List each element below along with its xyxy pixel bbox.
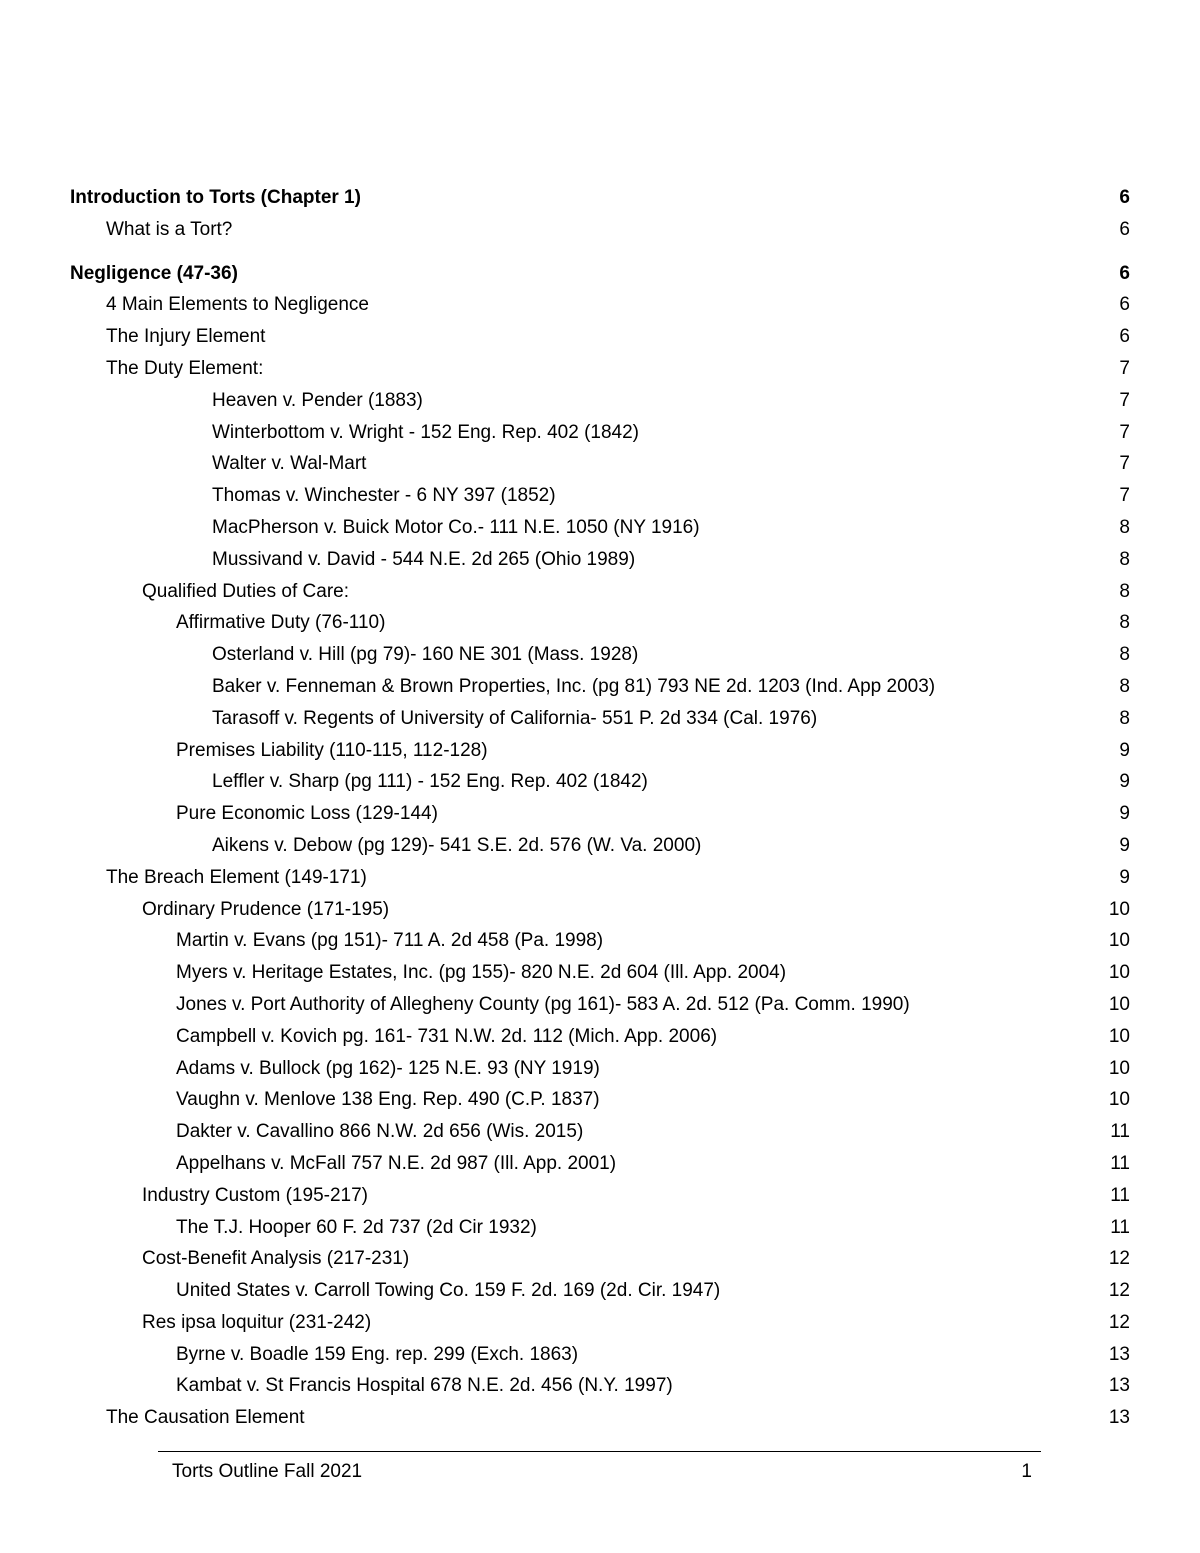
toc-entry[interactable] [70,703,1130,735]
footer-title: Torts Outline Fall 2021 [172,1461,363,1482]
toc-entry-title: The Breach Element (149-171) [106,866,367,888]
toc-entry-page: 13 [1108,1407,1130,1429]
toc-entry[interactable] [70,1243,1130,1275]
toc-entry-page: 10 [1108,1025,1130,1047]
toc-entry-title: Byrne v. Boadle 159 Eng. rep. 299 (Exch. 1863) [176,1343,579,1365]
toc-entry-page: 12 [1108,1311,1130,1333]
toc-entry[interactable] [70,214,1130,246]
footer-divider [158,1451,1041,1452]
toc-entry[interactable] [70,735,1130,767]
toc-entry-title: Cost-Benefit Analysis (217-231) [142,1248,410,1270]
toc-entry-page: 7 [1119,389,1130,411]
toc-entry[interactable] [70,1084,1130,1116]
toc-entry[interactable] [70,1370,1130,1402]
toc-entry-page: 8 [1119,707,1130,729]
toc-entry[interactable] [70,989,1130,1021]
toc-entry[interactable] [70,1180,1130,1212]
toc-entry-title: Osterland v. Hill (pg 79)- 160 NE 301 (Mass. 1928) [212,644,639,666]
toc-entry-title: Kambat v. St Francis Hospital 678 N.E. 2d. 456 (N.Y. 1997) [176,1375,673,1397]
toc-entry-title: Campbell v. Kovich pg. 161- 731 N.W. 2d. 112 (Mich. App. 2006) [176,1025,718,1047]
toc-entry-title: Heaven v. Pender (1883) [212,389,423,411]
toc-entry[interactable] [70,417,1130,449]
toc-entry-title: Adams v. Bullock (pg 162)- 125 N.E. 93 (NY 1919) [176,1057,600,1079]
toc-entry[interactable] [70,385,1130,417]
toc-entry[interactable] [70,321,1130,353]
toc-entry-page: 13 [1108,1375,1130,1397]
table-of-contents [70,182,1130,1434]
toc-entry-title: Affirmative Duty (76-110) [176,612,386,634]
toc-entry-page: 10 [1108,898,1130,920]
toc-entry-title: Aikens v. Debow (pg 129)- 541 S.E. 2d. 576 (W. Va. 2000) [212,834,702,856]
toc-entry[interactable] [70,1021,1130,1053]
footer-page-number: 1 [1021,1461,1032,1482]
toc-entry[interactable] [70,1148,1130,1180]
toc-entry[interactable] [70,894,1130,926]
toc-entry-page: 8 [1119,580,1130,602]
toc-entry-page: 10 [1108,1089,1130,1111]
toc-entry-title: Walter v. Wal-Mart [212,453,367,475]
toc-entry[interactable] [70,1212,1130,1244]
toc-entry[interactable] [70,607,1130,639]
toc-entry-page: 6 [1119,187,1130,208]
toc-entry-title: Vaughn v. Menlove 138 Eng. Rep. 490 (C.P. 1837) [176,1089,600,1111]
toc-entry-title: The Injury Element [106,326,266,348]
toc-entry-title: Dakter v. Cavallino 866 N.W. 2d 656 (Wis. 2015) [176,1121,584,1143]
toc-entry-title: Winterbottom v. Wright - 152 Eng. Rep. 402 (1842) [212,421,639,443]
toc-entry-title: Baker v. Fenneman & Brown Properties, Inc. (pg 81) 793 NE 2d. 1203 (Ind. App 2003) [212,675,936,697]
toc-entry[interactable] [70,1275,1130,1307]
toc-entry-title: Introduction to Torts (Chapter 1) [70,187,361,208]
toc-entry-title: 4 Main Elements to Negligence [106,294,369,316]
toc-entry-title: Pure Economic Loss (129-144) [176,803,438,825]
toc-entry-title: MacPherson v. Buick Motor Co.- 111 N.E. 1050 (NY 1916) [212,516,700,538]
toc-entry-title: Martin v. Evans (pg 151)- 711 A. 2d 458 (Pa. 1998) [176,930,604,952]
toc-entry-page: 8 [1119,675,1130,697]
toc-entry-title: Myers v. Heritage Estates, Inc. (pg 155)- 820 N.E. 2d 604 (Ill. App. 2004) [176,962,787,984]
toc-entry[interactable] [70,480,1130,512]
toc-entry-page: 11 [1110,1184,1130,1206]
toc-entry[interactable] [70,182,1130,214]
toc-entry[interactable] [70,957,1130,989]
toc-entry-page: 6 [1119,326,1130,348]
toc-entry-page: 7 [1119,357,1130,379]
toc-entry[interactable] [70,671,1130,703]
toc-entry-page: 11 [1110,1152,1130,1174]
toc-entry-page: 6 [1119,294,1130,316]
toc-entry[interactable] [70,1307,1130,1339]
toc-entry-page: 10 [1108,993,1130,1015]
toc-entry-page: 9 [1119,866,1130,888]
toc-entry[interactable] [70,258,1130,290]
toc-entry-title: Tarasoff v. Regents of University of California- 551 P. 2d 334 (Cal. 1976) [212,707,818,729]
toc-entry-page: 12 [1108,1248,1130,1270]
toc-entry-page: 12 [1108,1280,1130,1302]
toc-entry-title: Res ipsa loquitur (231-242) [142,1311,372,1333]
toc-entry[interactable] [70,289,1130,321]
toc-entry-page: 10 [1108,930,1130,952]
toc-entry[interactable] [70,448,1130,480]
toc-entry[interactable] [70,1053,1130,1085]
toc-entry-page: 8 [1119,644,1130,666]
toc-entry-page: 7 [1119,453,1130,475]
toc-entry-title: United States v. Carroll Towing Co. 159 F. 2d. 169 (2d. Cir. 1947) [176,1280,721,1302]
toc-entry-title: Qualified Duties of Care: [142,580,349,602]
toc-entry[interactable] [70,1402,1130,1434]
toc-entry-title: The Causation Element [106,1407,305,1429]
toc-entry-title: Ordinary Prudence (171-195) [142,898,390,920]
toc-entry-page: 6 [1119,262,1130,284]
toc-entry-title: Negligence (47-36) [70,262,238,284]
toc-entry-page: 7 [1119,485,1130,507]
toc-entry-title: Jones v. Port Authority of Allegheny County (pg 161)- 583 A. 2d. 512 (Pa. Comm. 1990) [176,993,910,1015]
toc-entry[interactable] [70,544,1130,576]
toc-entry-page: 10 [1108,1057,1130,1079]
toc-entry-page: 8 [1119,548,1130,570]
toc-entry-title: Mussivand v. David - 544 N.E. 2d 265 (Ohio 1989) [212,548,636,570]
toc-entry-page: 9 [1119,771,1130,793]
toc-entry[interactable] [70,1116,1130,1148]
toc-entry-page: 7 [1119,421,1130,443]
toc-entry-page: 10 [1108,962,1130,984]
toc-entry-title: The Duty Element: [106,357,264,379]
toc-entry-title: Thomas v. Winchester - 6 NY 397 (1852) [212,485,556,507]
toc-entry-page: 11 [1110,1216,1130,1238]
toc-entry-page: 8 [1119,516,1130,538]
toc-entry[interactable] [70,512,1130,544]
toc-entry-title: Appelhans v. McFall 757 N.E. 2d 987 (Ill. App. 2001) [176,1152,617,1174]
toc-entry[interactable] [70,925,1130,957]
toc-entry-title: What is a Tort? [106,218,233,240]
toc-entry-page: 9 [1119,739,1130,761]
toc-entry-page: 9 [1119,834,1130,856]
toc-entry-page: 8 [1119,612,1130,634]
toc-entry[interactable] [70,576,1130,608]
toc-entry[interactable] [70,766,1130,798]
toc-entry[interactable] [70,862,1130,894]
toc-entry[interactable] [70,798,1130,830]
toc-entry-page: 13 [1108,1343,1130,1365]
toc-entry-title: Industry Custom (195-217) [142,1184,368,1206]
toc-entry-title: The T.J. Hooper 60 F. 2d 737 (2d Cir 1932) [176,1216,537,1238]
toc-entry-title: Leffler v. Sharp (pg 111) - 152 Eng. Rep. 402 (1842) [212,771,648,793]
toc-entry-page: 9 [1119,803,1130,825]
toc-entry-page: 6 [1119,218,1130,240]
toc-entry[interactable] [70,1339,1130,1371]
toc-entry[interactable] [70,639,1130,671]
toc-entry[interactable] [70,830,1130,862]
toc-entry[interactable] [70,353,1130,385]
toc-entry-page: 11 [1110,1121,1130,1143]
toc-entry-title: Premises Liability (110-115, 112-128) [176,739,488,761]
